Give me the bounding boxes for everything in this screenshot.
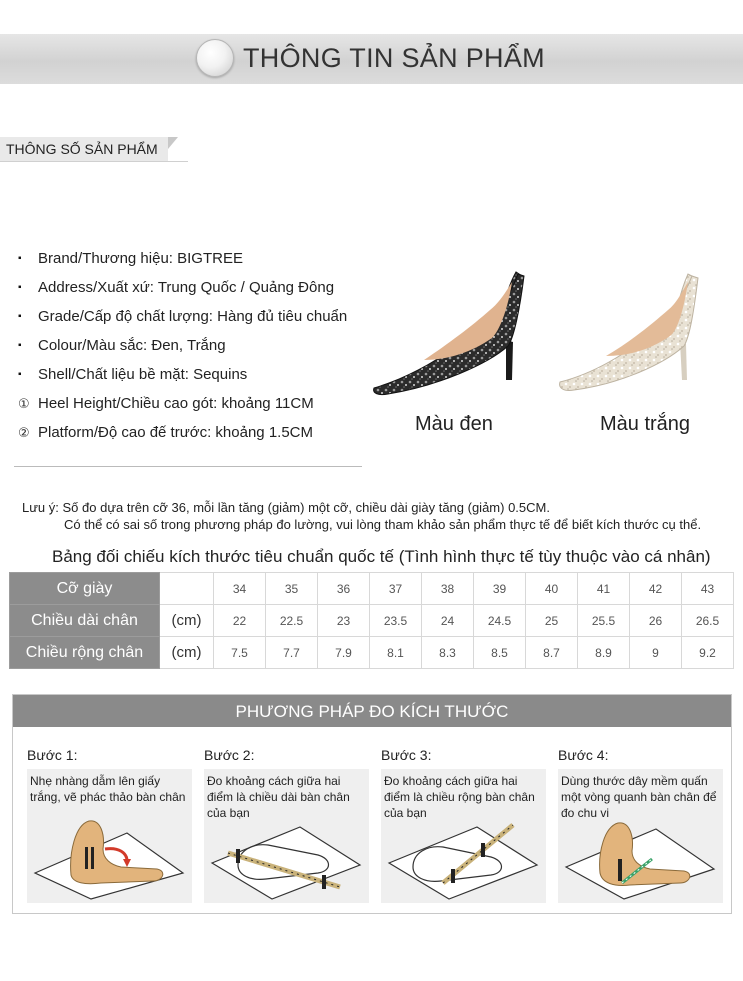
spec-text: Colour/Màu sắc: Đen, Trắng	[38, 337, 226, 354]
table-cell: 35	[266, 573, 318, 605]
spec-divider	[14, 466, 362, 467]
section-title: THÔNG SỐ SẢN PHẨM	[6, 141, 158, 157]
step-1	[27, 747, 192, 903]
note-line-1: Lưu ý: Số đo dựa trên cỡ 36, mỗi lần tăng (giảm) một cỡ, chiều dài giày tăng (giảm) 0.5CM.	[22, 500, 550, 515]
section-tab	[0, 137, 168, 161]
step-description: Đo khoảng cách giữa hai điểm là chiều rộng bàn chân của bạn	[384, 774, 535, 820]
table-cell: 26	[630, 605, 682, 637]
table-cell: 36	[318, 573, 370, 605]
spec-item-colour	[18, 331, 347, 360]
table-cell: 34	[214, 573, 266, 605]
table-cell: 8.1	[370, 637, 422, 669]
bullet-icon: ▪	[18, 282, 22, 293]
row-label-size: Cỡ giày	[10, 573, 160, 605]
size-table	[9, 572, 734, 669]
spec-item-platform	[18, 418, 347, 447]
table-cell: 38	[422, 573, 474, 605]
table-cell: 8.5	[474, 637, 526, 669]
spec-text: Shell/Chất liệu bề mặt: Sequins	[38, 366, 248, 383]
table-row	[10, 605, 734, 637]
table-cell: 24	[422, 605, 474, 637]
table-row	[10, 573, 734, 605]
table-cell: 8.3	[422, 637, 474, 669]
size-table-title: Bảng đối chiếu kích thước tiêu chuẩn quốc tế (Tình hình thực tế tùy thuộc vào cá nhân)	[52, 547, 711, 566]
step-label: Bước 4:	[558, 747, 609, 763]
bullet-icon: ▪	[18, 369, 22, 380]
spec-text: Grade/Cấp độ chất lượng: Hàng đủ tiêu chuẩn	[38, 308, 348, 325]
number-two-icon: ②	[18, 424, 30, 440]
table-cell: 8.7	[526, 637, 578, 669]
method-header	[13, 695, 731, 727]
section-divider	[0, 161, 188, 162]
spec-item-grade	[18, 302, 347, 331]
table-cell: 25.5	[578, 605, 630, 637]
row-label-length: Chiều dài chân	[10, 605, 160, 637]
step-card	[381, 769, 546, 903]
foot-width-icon	[385, 813, 541, 901]
spec-text: Address/Xuất xứ: Trung Quốc / Quảng Đông	[38, 279, 335, 296]
spec-item-origin	[18, 273, 347, 302]
table-cell: 7.5	[214, 637, 266, 669]
row-label-width: Chiều rộng chân	[10, 637, 160, 669]
row-unit	[160, 573, 214, 605]
white-color-caption: Màu trắng	[600, 413, 691, 435]
bullet-icon: ▪	[18, 253, 22, 264]
table-cell: 40	[526, 573, 578, 605]
table-cell: 43	[682, 573, 734, 605]
page-title: THÔNG TIN SẢN PHẨM	[243, 43, 545, 73]
row-unit: (cm)	[160, 637, 214, 669]
table-cell: 25	[526, 605, 578, 637]
measurement-method-panel	[12, 694, 732, 914]
row-unit: (cm)	[160, 605, 214, 637]
table-cell: 9.2	[682, 637, 734, 669]
foot-length-icon	[208, 813, 364, 901]
foot-tracing-icon	[31, 813, 187, 901]
step-card	[27, 769, 192, 903]
table-cell: 26.5	[682, 605, 734, 637]
spec-text: Heel Height/Chiều cao gót: khoảng 11CM	[38, 395, 314, 412]
circle-icon	[196, 39, 234, 77]
step-description: Đo khoảng cách giữa hai điểm là chiều dài bàn chân của bạn	[207, 774, 350, 820]
table-cell: 23.5	[370, 605, 422, 637]
table-row	[10, 637, 734, 669]
foot-circumference-icon	[562, 813, 718, 901]
note-line-2: Có thể có sai số trong phương pháp đo lường, vui lòng tham khảo sản phẩm thực tế để biết kích thước cụ thể.	[64, 517, 702, 532]
bullet-icon: ▪	[18, 340, 22, 351]
step-label: Bước 2:	[204, 747, 255, 763]
spec-item-shell	[18, 360, 347, 389]
table-cell: 37	[370, 573, 422, 605]
method-title: PHƯƠNG PHÁP ĐO KÍCH THƯỚC	[235, 702, 509, 721]
spec-item-brand	[18, 244, 347, 273]
table-cell: 7.7	[266, 637, 318, 669]
table-cell: 7.9	[318, 637, 370, 669]
step-label: Bước 1:	[27, 747, 78, 763]
step-2	[204, 747, 369, 903]
black-color-caption: Màu đen	[415, 413, 493, 435]
step-3	[381, 747, 546, 903]
step-label: Bước 3:	[381, 747, 432, 763]
table-cell: 22	[214, 605, 266, 637]
header-banner	[0, 34, 743, 84]
bullet-icon: ▪	[18, 311, 22, 322]
spec-item-heel-height	[18, 389, 347, 418]
table-cell: 24.5	[474, 605, 526, 637]
step-card	[558, 769, 723, 903]
tab-notch-icon	[168, 137, 178, 149]
table-cell: 41	[578, 573, 630, 605]
step-description: Nhẹ nhàng dẫm lên giấy trắng, vẽ phác thảo bàn chân	[30, 774, 186, 804]
table-cell: 9	[630, 637, 682, 669]
step-4	[558, 747, 723, 903]
step-card	[204, 769, 369, 903]
spec-text: Brand/Thương hiệu: BIGTREE	[38, 250, 243, 267]
table-cell: 22.5	[266, 605, 318, 637]
table-cell: 42	[630, 573, 682, 605]
table-cell: 8.9	[578, 637, 630, 669]
table-cell: 23	[318, 605, 370, 637]
white-shoe-image	[556, 270, 706, 400]
spec-text: Platform/Độ cao đế trước: khoảng 1.5CM	[38, 424, 313, 441]
black-shoe-image	[368, 268, 528, 398]
step-description: Dùng thước dây mềm quấn một vòng quanh bàn chân để đo chu vi	[561, 774, 717, 820]
spec-list	[18, 244, 347, 447]
number-one-icon: ①	[18, 395, 30, 411]
table-cell: 39	[474, 573, 526, 605]
